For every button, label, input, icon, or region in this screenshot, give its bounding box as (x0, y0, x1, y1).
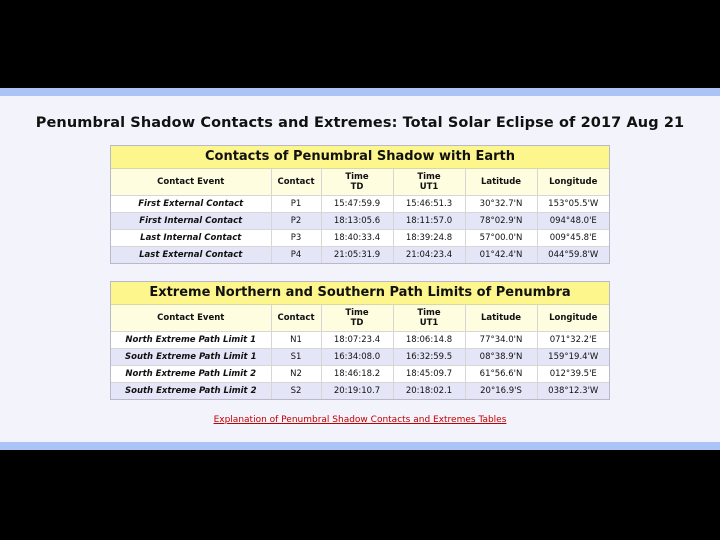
cell-time-td: 18:40:33.4 (321, 230, 393, 247)
cell-time-ut1: 16:32:59.5 (393, 349, 465, 366)
table-row (111, 332, 609, 349)
cell-longitude: 012°39.5'E (537, 366, 609, 383)
cell-contact: S1 (271, 349, 321, 366)
cell-time-td: 18:46:18.2 (321, 366, 393, 383)
cell-contact: P2 (271, 213, 321, 230)
top-bar (0, 88, 720, 96)
table-row (111, 383, 609, 400)
cell-contact: N2 (271, 366, 321, 383)
cell-latitude: 08°38.9'N (465, 349, 537, 366)
cell-latitude: 57°00.0'N (465, 230, 537, 247)
cell-time-ut1: 18:39:24.8 (393, 230, 465, 247)
cell-longitude: 044°59.8'W (537, 247, 609, 264)
explanation-link[interactable]: Explanation of Penumbral Shadow Contacts and Extremes Tables (213, 415, 507, 425)
table-row (111, 366, 609, 383)
contacts-table-title: Contacts of Penumbral Shadow with Earth (111, 146, 609, 169)
cell-event: First External Contact (111, 196, 271, 213)
col-contact-event: Contact Event (111, 169, 271, 196)
path-limits-grid (111, 305, 609, 399)
col-latitude: Latitude (465, 169, 537, 196)
bottom-bar (0, 442, 720, 450)
cell-latitude: 77°34.0'N (465, 332, 537, 349)
cell-event: Last Internal Contact (111, 230, 271, 247)
cell-event: South Extreme Path Limit 1 (111, 349, 271, 366)
cell-longitude: 153°05.5'W (537, 196, 609, 213)
table-row (111, 247, 609, 264)
page-title: Penumbral Shadow Contacts and Extremes: Total Solar Eclipse of 2017 Aug 21 (35, 115, 685, 131)
cell-latitude: 61°56.6'N (465, 366, 537, 383)
cell-longitude: 009°45.8'E (537, 230, 609, 247)
cell-latitude: 78°02.9'N (465, 213, 537, 230)
cell-event: South Extreme Path Limit 2 (111, 383, 271, 400)
header-row (111, 305, 609, 332)
table-row (111, 230, 609, 247)
col-contact: Contact (271, 169, 321, 196)
cell-contact: P3 (271, 230, 321, 247)
cell-contact: P4 (271, 247, 321, 264)
cell-time-ut1: 18:45:09.7 (393, 366, 465, 383)
header-row (111, 169, 609, 196)
cell-longitude: 071°32.2'E (537, 332, 609, 349)
col-time-td: Time TD (321, 305, 393, 332)
cell-time-ut1: 20:18:02.1 (393, 383, 465, 400)
col-longitude: Longitude (537, 169, 609, 196)
cell-latitude: 30°32.7'N (465, 196, 537, 213)
col-contact-event: Contact Event (111, 305, 271, 332)
path-limits-table (110, 281, 610, 400)
cell-time-ut1: 21:04:23.4 (393, 247, 465, 264)
cell-latitude: 01°42.4'N (465, 247, 537, 264)
cell-event: North Extreme Path Limit 1 (111, 332, 271, 349)
contacts-table (110, 145, 610, 264)
cell-contact: P1 (271, 196, 321, 213)
col-latitude: Latitude (465, 305, 537, 332)
col-time-ut1: Time UT1 (393, 169, 465, 196)
cell-contact: S2 (271, 383, 321, 400)
cell-event: Last External Contact (111, 247, 271, 264)
table-row (111, 349, 609, 366)
cell-event: First Internal Contact (111, 213, 271, 230)
col-time-ut1: Time UT1 (393, 305, 465, 332)
col-time-td: Time TD (321, 169, 393, 196)
cell-latitude: 20°16.9'S (465, 383, 537, 400)
cell-time-td: 18:13:05.6 (321, 213, 393, 230)
table-row (111, 213, 609, 230)
cell-event: North Extreme Path Limit 2 (111, 366, 271, 383)
col-contact: Contact (271, 305, 321, 332)
path-limits-table-title: Extreme Northern and Southern Path Limits of Penumbra (111, 282, 609, 305)
col-longitude: Longitude (537, 305, 609, 332)
cell-time-ut1: 18:06:14.8 (393, 332, 465, 349)
cell-time-td: 15:47:59.9 (321, 196, 393, 213)
cell-longitude: 038°12.3'W (537, 383, 609, 400)
cell-contact: N1 (271, 332, 321, 349)
cell-time-ut1: 15:46:51.3 (393, 196, 465, 213)
cell-time-td: 16:34:08.0 (321, 349, 393, 366)
cell-time-td: 18:07:23.4 (321, 332, 393, 349)
cell-time-td: 20:19:10.7 (321, 383, 393, 400)
table-row (111, 196, 609, 213)
cell-longitude: 094°48.0'E (537, 213, 609, 230)
cell-time-ut1: 18:11:57.0 (393, 213, 465, 230)
cell-time-td: 21:05:31.9 (321, 247, 393, 264)
slide (0, 88, 720, 450)
contacts-grid (111, 169, 609, 263)
cell-longitude: 159°19.4'W (537, 349, 609, 366)
